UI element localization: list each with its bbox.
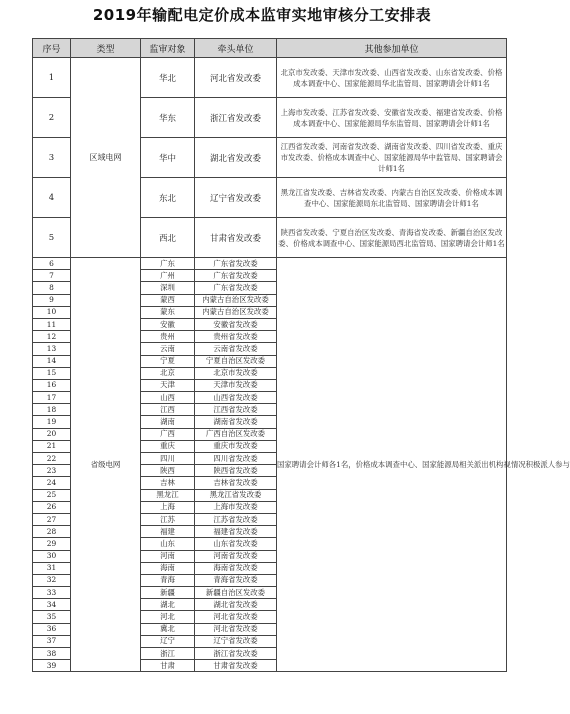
row-lead: 广东省发改委	[195, 270, 277, 282]
row-seq: 19	[33, 416, 71, 428]
row-lead: 海南省发改委	[195, 562, 277, 574]
row-seq: 28	[33, 526, 71, 538]
row-target: 深圳	[141, 282, 195, 294]
row-seq: 15	[33, 367, 71, 379]
row-target: 山东	[141, 538, 195, 550]
row-others: 陕西省发改委、宁夏自治区发改委、青海省发改委、新疆自治区发改委、价格成本调查中心、国家能源局西北监管局、国家聘请会计师1名	[277, 218, 507, 258]
row-lead: 贵州省发改委	[195, 331, 277, 343]
row-lead: 甘肃省发改委	[195, 218, 277, 258]
row-target: 甘肃	[141, 660, 195, 672]
row-seq: 27	[33, 513, 71, 525]
provincial-others: 国家聘请会计师各1名，价格成本调查中心、国家能源局相关派出机构视情况积极派人参与	[277, 258, 507, 672]
row-lead: 广东省发改委	[195, 282, 277, 294]
row-seq: 1	[33, 58, 71, 98]
row-seq: 24	[33, 477, 71, 489]
row-lead: 陕西省发改委	[195, 465, 277, 477]
row-lead: 黑龙江省发改委	[195, 489, 277, 501]
row-seq: 36	[33, 623, 71, 635]
row-seq: 34	[33, 599, 71, 611]
row-seq: 7	[33, 270, 71, 282]
row-seq: 26	[33, 501, 71, 513]
row-lead: 上海市发改委	[195, 501, 277, 513]
row-seq: 13	[33, 343, 71, 355]
row-lead: 浙江省发改委	[195, 648, 277, 660]
row-lead: 云南省发改委	[195, 343, 277, 355]
type-provincial: 省级电网	[71, 258, 141, 672]
row-lead: 青海省发改委	[195, 574, 277, 586]
row-target: 青海	[141, 574, 195, 586]
row-lead: 内蒙古自治区发改委	[195, 306, 277, 318]
row-lead: 重庆市发改委	[195, 440, 277, 452]
row-target: 蒙东	[141, 306, 195, 318]
row-seq: 29	[33, 538, 71, 550]
row-target: 天津	[141, 379, 195, 391]
row-target: 湖南	[141, 416, 195, 428]
row-seq: 23	[33, 465, 71, 477]
row-target: 黑龙江	[141, 489, 195, 501]
row-seq: 4	[33, 178, 71, 218]
row-seq: 35	[33, 611, 71, 623]
header-lead: 牵头单位	[195, 39, 277, 58]
row-others: 上海市发改委、江苏省发改委、安徽省发改委、福建省发改委、价格成本调查中心、国家能源局华东监管局、国家聘请会计师1名	[277, 98, 507, 138]
row-target: 安徽	[141, 318, 195, 330]
row-seq: 11	[33, 318, 71, 330]
row-seq: 32	[33, 574, 71, 586]
page-title: 2019年输配电定价成本监审实地审核分工安排表	[92, 6, 432, 24]
row-target: 重庆	[141, 440, 195, 452]
row-seq: 3	[33, 138, 71, 178]
row-others: 黑龙江省发改委、吉林省发改委、内蒙古自治区发改委、价格成本调查中心、国家能源局东北监管局、国家聘请会计师1名	[277, 178, 507, 218]
row-lead: 四川省发改委	[195, 453, 277, 465]
row-lead: 新疆自治区发改委	[195, 587, 277, 599]
row-lead: 广西自治区发改委	[195, 428, 277, 440]
row-target: 辽宁	[141, 635, 195, 647]
header-seq: 序号	[33, 39, 71, 58]
row-seq: 5	[33, 218, 71, 258]
row-target: 冀北	[141, 623, 195, 635]
row-target: 四川	[141, 453, 195, 465]
row-lead: 山西省发改委	[195, 392, 277, 404]
row-seq: 31	[33, 562, 71, 574]
row-target: 广西	[141, 428, 195, 440]
header-row	[33, 39, 507, 58]
row-target: 北京	[141, 367, 195, 379]
row-lead: 甘肃省发改委	[195, 660, 277, 672]
row-others: 北京市发改委、天津市发改委、山西省发改委、山东省发改委、价格成本调查中心、国家能源局华北监管局、国家聘请会计师1名	[277, 58, 507, 98]
row-seq: 20	[33, 428, 71, 440]
row-target: 山西	[141, 392, 195, 404]
row-seq: 39	[33, 660, 71, 672]
row-seq: 37	[33, 635, 71, 647]
row-lead: 吉林省发改委	[195, 477, 277, 489]
header-target: 监审对象	[141, 39, 195, 58]
row-target: 广州	[141, 270, 195, 282]
row-others: 江西省发改委、河南省发改委、湖南省发改委、四川省发改委、重庆市发改委、价格成本调查中心、国家能源局华中监管局、国家聘请会计师1名	[277, 138, 507, 178]
row-seq: 8	[33, 282, 71, 294]
row-lead: 江西省发改委	[195, 404, 277, 416]
row-lead: 湖北省发改委	[195, 138, 277, 178]
row-lead: 广东省发改委	[195, 258, 277, 270]
row-lead: 辽宁省发改委	[195, 178, 277, 218]
row-lead: 河北省发改委	[195, 58, 277, 98]
type-regional: 区域电网	[71, 58, 141, 258]
row-seq: 9	[33, 294, 71, 306]
table-row	[33, 58, 507, 98]
table-row	[33, 258, 507, 270]
row-lead: 浙江省发改委	[195, 98, 277, 138]
row-target: 贵州	[141, 331, 195, 343]
row-target: 华东	[141, 98, 195, 138]
row-lead: 江苏省发改委	[195, 513, 277, 525]
row-target: 江苏	[141, 513, 195, 525]
row-seq: 38	[33, 648, 71, 660]
row-seq: 25	[33, 489, 71, 501]
row-lead: 河南省发改委	[195, 550, 277, 562]
assignment-table	[32, 38, 570, 672]
row-target: 蒙西	[141, 294, 195, 306]
row-target: 华中	[141, 138, 195, 178]
row-target: 云南	[141, 343, 195, 355]
row-seq: 33	[33, 587, 71, 599]
row-lead: 天津市发改委	[195, 379, 277, 391]
row-target: 河北	[141, 611, 195, 623]
row-target: 东北	[141, 178, 195, 218]
row-target: 河南	[141, 550, 195, 562]
row-seq: 18	[33, 404, 71, 416]
row-target: 浙江	[141, 648, 195, 660]
row-seq: 14	[33, 355, 71, 367]
header-type: 类型	[71, 39, 141, 58]
row-lead: 河北省发改委	[195, 611, 277, 623]
row-seq: 12	[33, 331, 71, 343]
row-seq: 16	[33, 379, 71, 391]
row-seq: 22	[33, 453, 71, 465]
row-target: 吉林	[141, 477, 195, 489]
row-target: 福建	[141, 526, 195, 538]
row-lead: 内蒙古自治区发改委	[195, 294, 277, 306]
row-target: 新疆	[141, 587, 195, 599]
row-target: 宁夏	[141, 355, 195, 367]
header-others: 其他参加单位	[277, 39, 507, 58]
table-body	[33, 58, 570, 672]
row-lead: 宁夏自治区发改委	[195, 355, 277, 367]
row-lead: 湖北省发改委	[195, 599, 277, 611]
row-seq: 30	[33, 550, 71, 562]
row-lead: 河北省发改委	[195, 623, 277, 635]
row-seq: 17	[33, 392, 71, 404]
row-target: 海南	[141, 562, 195, 574]
row-target: 陕西	[141, 465, 195, 477]
row-target: 华北	[141, 58, 195, 98]
row-target: 西北	[141, 218, 195, 258]
row-lead: 北京市发改委	[195, 367, 277, 379]
row-lead: 湖南省发改委	[195, 416, 277, 428]
row-seq: 21	[33, 440, 71, 452]
row-target: 上海	[141, 501, 195, 513]
row-lead: 山东省发改委	[195, 538, 277, 550]
row-seq: 10	[33, 306, 71, 318]
row-target: 广东	[141, 258, 195, 270]
row-seq: 2	[33, 98, 71, 138]
row-lead: 辽宁省发改委	[195, 635, 277, 647]
row-target: 江西	[141, 404, 195, 416]
row-seq: 6	[33, 258, 71, 270]
row-lead: 安徽省发改委	[195, 318, 277, 330]
row-lead: 福建省发改委	[195, 526, 277, 538]
row-target: 湖北	[141, 599, 195, 611]
